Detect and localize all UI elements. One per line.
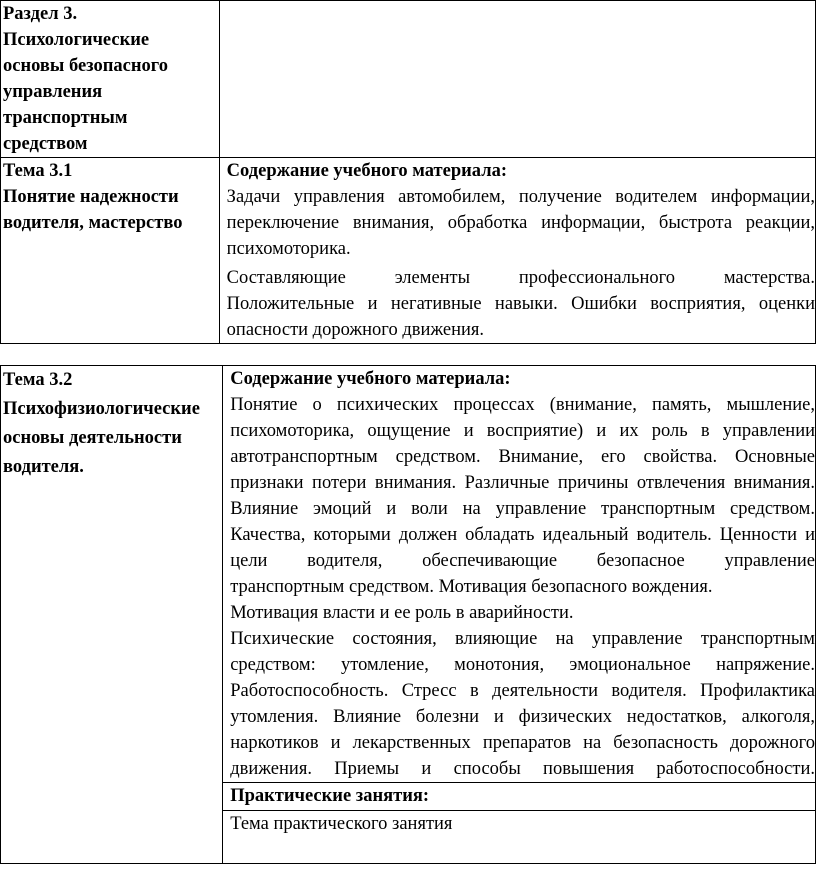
practical-topic: Тема практического занятия bbox=[230, 814, 453, 834]
practical-topic-cell bbox=[223, 811, 816, 864]
topic-3-2-title-line: Психофизиологические bbox=[3, 399, 200, 419]
topic-3-1-title-line: водителя, мастерство bbox=[3, 213, 183, 233]
curriculum-table-section-3 bbox=[0, 0, 816, 344]
topic-3-2-para3-line: Работоспособность. Стресс в деятельности водителя. Профилактика bbox=[230, 681, 815, 701]
topic-3-2-para1-line: психомоторика, ощущение и восприятие) и их роль в управлении bbox=[230, 421, 815, 441]
practical-heading: Практические занятия: bbox=[230, 786, 430, 806]
topic-3-2-para1-line: цели водителя, обеспечивающие безопасное управление bbox=[230, 551, 815, 571]
curriculum-table-topic-3-2 bbox=[0, 365, 816, 864]
section-3-title-line: управления bbox=[3, 82, 103, 102]
topic-3-1-para1-line: психомоторика. bbox=[226, 239, 351, 259]
topic-3-1-para1-line: Задачи управления автомобилем, получение водителем информации, bbox=[226, 187, 815, 207]
topic-3-2-para1-line: транспортным средством. Мотивация безопасного вождения. bbox=[230, 577, 713, 597]
topic-3-2-title-line: водителя. bbox=[3, 457, 84, 477]
topic-3-1-row bbox=[1, 158, 816, 344]
topic-3-2-content-cell bbox=[223, 366, 816, 783]
section-3-title-line: Психологические bbox=[3, 30, 150, 50]
topic-3-1-para2-line: Положительные и негативные навыки. Ошибки восприятия, оценки bbox=[226, 294, 815, 314]
topic-3-2-para1-line: признаки потери внимания. Различные причины отвлечения внимания. bbox=[230, 473, 815, 493]
section-3-title-line: транспортным bbox=[3, 108, 128, 128]
section-3-content-cell bbox=[219, 1, 815, 158]
practical-heading-cell bbox=[223, 783, 816, 811]
topic-3-2-title-line: Тема 3.2 bbox=[3, 370, 73, 390]
topic-3-2-content-heading: Содержание учебного материала: bbox=[230, 369, 511, 389]
topic-3-2-row bbox=[1, 366, 816, 783]
topic-3-1-para2-line: опасности дорожного движения. bbox=[226, 320, 485, 340]
topic-3-2-title-cell bbox=[1, 366, 223, 864]
topic-3-2-para1-line: автотранспортным средством. Внимание, его свойства. Основные bbox=[230, 447, 815, 467]
topic-3-2-para3-line: средством: утомление, монотония, эмоциональное напряжение. bbox=[230, 655, 815, 675]
topic-3-2-para3-line: Психические состояния, влияющие на управление транспортным bbox=[230, 629, 815, 649]
topic-3-1-title-line: Тема 3.1 bbox=[3, 161, 73, 181]
topic-3-1-content-heading: Содержание учебного материала: bbox=[226, 161, 507, 181]
topic-3-2-para3-line: утомления. Влияние болезни и физических недостатков, алкоголя, bbox=[230, 707, 815, 727]
topic-3-2-para3-line: наркотиков и лекарственных препаратов на безопасность дорожного bbox=[230, 733, 815, 753]
topic-3-2-title-line: основы деятельности bbox=[3, 428, 182, 448]
topic-3-2-para1-line: Понятие о психических процессах (внимание, память, мышление, bbox=[230, 395, 815, 415]
section-3-title-line: средством bbox=[3, 134, 88, 154]
topic-3-2-para1-line: Влияние эмоций и воли на управление транспортным средством. bbox=[230, 499, 815, 519]
topic-3-1-para1-line: переключение внимания, обработка информации, быстрота реакции, bbox=[226, 213, 815, 233]
section-3-row bbox=[1, 1, 816, 158]
topic-3-1-content-cell bbox=[219, 158, 815, 344]
topic-3-2-para1-line: Качества, которыми должен обладать идеальный водитель. Ценности и bbox=[230, 525, 815, 545]
topic-3-1-title-line: Понятие надежности bbox=[3, 187, 179, 207]
section-3-title-cell bbox=[1, 1, 220, 158]
section-3-title-line: основы безопасного bbox=[3, 56, 168, 76]
topic-3-2-para2-line: Мотивация власти и ее роль в аварийности. bbox=[230, 603, 574, 623]
topic-3-2-para3-line: движения. Приемы и способы повышения работоспособности. bbox=[230, 759, 815, 779]
section-3-title-line: Раздел 3. bbox=[3, 4, 78, 24]
topic-3-1-title-cell bbox=[1, 158, 220, 344]
topic-3-1-para2-line: Составляющие элементы профессионального мастерства. bbox=[226, 268, 815, 288]
